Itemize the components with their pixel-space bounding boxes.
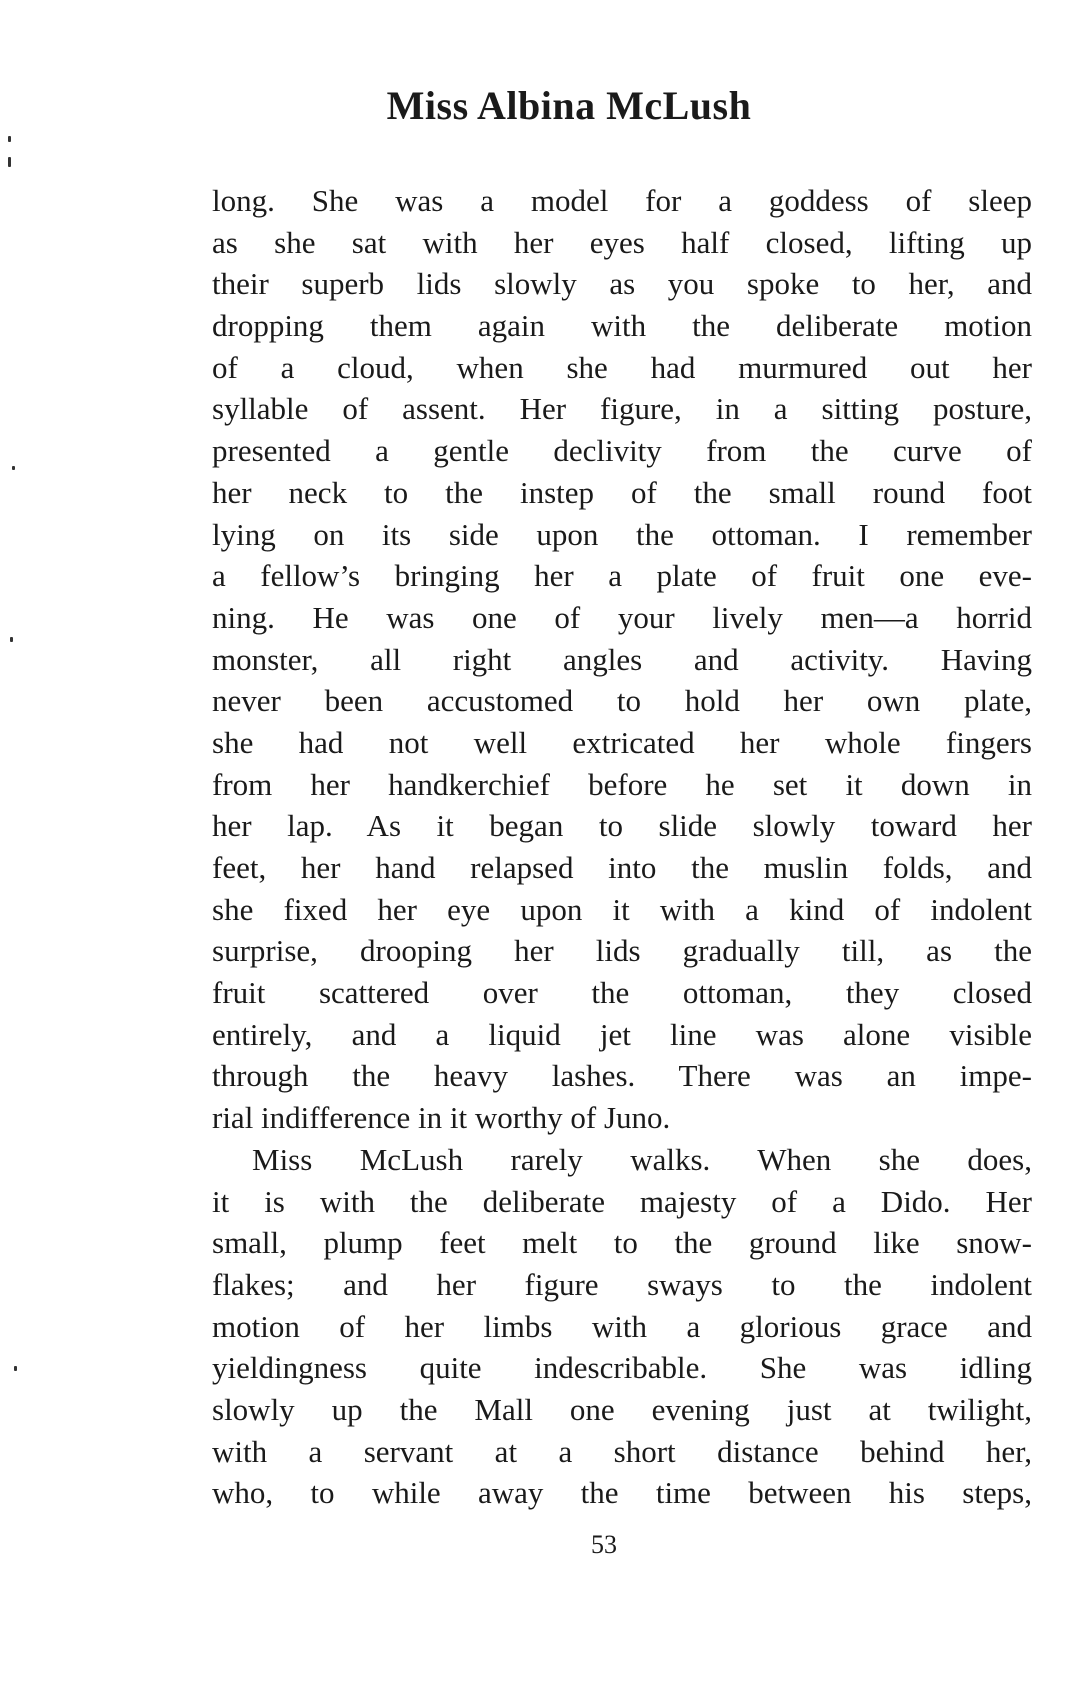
text-line: her lap. As it began to slide slowly toward her [212, 808, 1032, 844]
text-line: who, to while away the time between his steps, [212, 1475, 1032, 1511]
text-line: syllable of assent. Her figure, in a sitting posture, [212, 391, 1032, 427]
text-line: ning. He was one of your lively men—a horrid [212, 599, 1032, 635]
text-line: dropping them again with the deliberate motion [212, 308, 1032, 344]
text-line: yieldingness quite indescribable. She was idling [212, 1350, 1032, 1386]
text-line: motion of her limbs with a glorious grace and [212, 1308, 1032, 1344]
text-line: their superb lids slowly as you spoke to her, and [212, 266, 1032, 302]
margin-mark [12, 466, 15, 470]
page-title: Miss Albina McLush [386, 83, 752, 128]
text-line: flakes; and her figure sways to the indolent [212, 1266, 1032, 1302]
text-line: she had not well extricated her whole fingers [212, 724, 1032, 760]
body-text [212, 180, 1032, 1514]
page-number: 53 [591, 1530, 617, 1559]
text-line: her neck to the instep of the small round foot [212, 474, 1032, 510]
text-line: lying on its side upon the ottoman. I remember [212, 516, 1032, 552]
text-line: surprise, drooping her lids gradually till, as the [212, 933, 1032, 969]
text-line: through the heavy lashes. There was an impe- [212, 1058, 1032, 1094]
text-line: fruit scattered over the ottoman, they closed [212, 975, 1032, 1011]
text-line: entirely, and a liquid jet line was alone visible [212, 1016, 1032, 1052]
margin-mark [14, 1366, 17, 1371]
margin-mark [10, 637, 13, 642]
text-line: feet, her hand relapsed into the muslin folds, and [212, 850, 1032, 885]
text-line: as she sat with her eyes half closed, lifting up [212, 224, 1032, 260]
text-line: with a servant at a short distance behind her, [212, 1433, 1032, 1469]
text-line: slowly up the Mall one evening just at twilight, [212, 1391, 1032, 1427]
text-line: it is with the deliberate majesty of a Dido. Her [212, 1183, 1032, 1219]
text-line: she fixed her eye upon it with a kind of indolent [212, 891, 1032, 927]
text-line: from her handkerchief before he set it down in [212, 766, 1032, 802]
text-line: monster, all right angles and activity. Having [212, 641, 1032, 677]
margin-mark [8, 157, 11, 167]
text-line: of a cloud, when she had murmured out her [212, 349, 1032, 385]
text-line: never been accustomed to hold her own plate, [212, 683, 1032, 719]
text-line: small, plump feet melt to the ground like snow- [212, 1225, 1032, 1261]
margin-mark [8, 136, 11, 142]
text-line: Miss McLush rarely walks. When she does, [252, 1141, 1032, 1177]
text-line: long. She was a model for a goddess of sleep [212, 183, 1032, 218]
text-line: presented a gentle declivity from the curve of [212, 433, 1032, 469]
text-line: a fellow’s bringing her a plate of fruit one eve- [212, 558, 1032, 594]
text-line: rial indifference in it worthy of Juno. [212, 1100, 671, 1136]
